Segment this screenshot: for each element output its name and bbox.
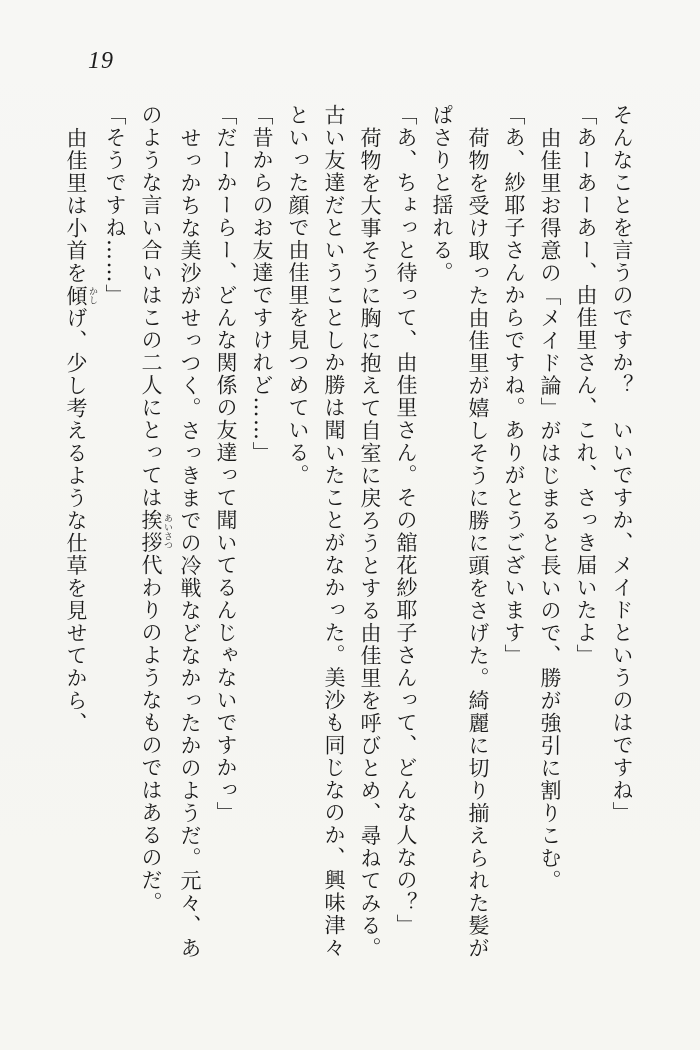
furigana-base: 傾	[64, 284, 88, 307]
text-line-content: 「そうですね……」	[103, 104, 127, 307]
text-line	[532, 104, 568, 988]
text-line	[352, 104, 388, 988]
text-line	[424, 104, 460, 988]
text-line	[58, 104, 97, 988]
text-line-content: 由佳里お得意の「メイド論」がはじまると長いので、勝が強引に割りこむ。	[538, 127, 562, 892]
furigana-base: 挨拶	[139, 509, 163, 554]
text-line-content: 荷物を大事そうに胸に抱えて自室に戻ろうとする由佳里を呼びとめ、尋ねてみる。	[358, 127, 382, 960]
vertical-text-block	[58, 104, 640, 988]
text-line-content: げ、少し考えるような仕草を見せてから、	[64, 307, 88, 735]
text-line	[460, 104, 496, 988]
furigana-reading: あいさつ	[162, 509, 172, 554]
text-line-content: 「あ、ちょっと待って、由佳里さん。その舘花紗耶子さんって、どんな人なの？」	[394, 104, 418, 937]
furigana-reading: かし	[87, 284, 97, 307]
text-line-content: 「昔からのお友達ですけれど……」	[250, 104, 274, 464]
text-line	[316, 104, 352, 988]
text-line-content: 由佳里は小首を	[64, 127, 88, 285]
text-line	[496, 104, 532, 988]
text-line-content: 荷物を受け取った由佳里が嬉しそうに勝に頭をさげた。綺麗に切り揃えられた髪が	[466, 127, 490, 960]
text-line-content: 「あーあーあー、由佳里さん、これ、さっき届いたよ」	[574, 104, 598, 667]
text-line	[568, 104, 604, 988]
text-line	[97, 104, 133, 988]
text-line	[604, 104, 640, 988]
text-line-content: 「だーかーらー、どんな関係の友達って聞いてるんじゃないですかっ」	[214, 104, 238, 824]
text-line-content: そんなことを言うのですか？ いいですか、メイドというのはですね」	[610, 104, 634, 824]
text-line-content: 「あ、紗耶子さんからですね。ありがとうございます」	[502, 104, 526, 667]
text-line	[172, 104, 208, 988]
text-line	[388, 104, 424, 988]
text-line-content: のような言い合いはこの二人にとっては	[139, 104, 163, 509]
text-line-content: せっかちな美沙がせっつく。さっきまでの冷戦などなかったかのようだ。元々、あ	[178, 127, 202, 960]
text-line-content: 代わりのようなものではあるのだ。	[139, 554, 163, 914]
furigana-word	[139, 509, 172, 554]
text-line-content: といった顔で由佳里を見つめている。	[286, 104, 310, 487]
text-line	[133, 104, 172, 988]
text-line	[244, 104, 280, 988]
text-line	[208, 104, 244, 988]
text-line	[280, 104, 316, 988]
furigana-word	[64, 284, 97, 308]
text-line-content: ぱさりと揺れる。	[430, 104, 454, 284]
page-number: 19	[88, 48, 114, 74]
text-line-content: 古い友達だということしか勝は聞いたことがなかった。美沙も同じなのか、興味津々	[322, 104, 346, 959]
